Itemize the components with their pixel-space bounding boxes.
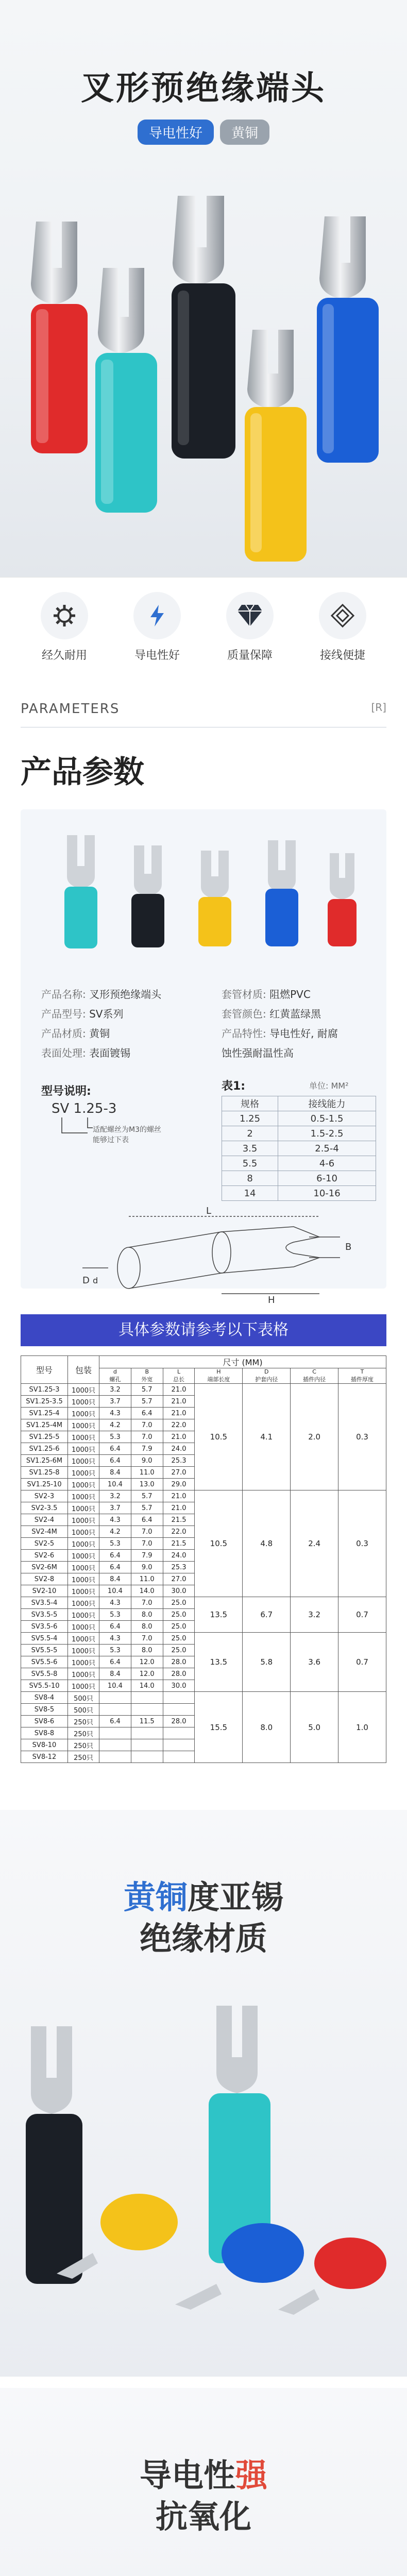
table-cell: 6.4 (99, 1656, 131, 1668)
table1-title: 表1: (222, 1080, 246, 1093)
yellow-terminal (245, 330, 307, 562)
table-cell: 8.0 (131, 1621, 163, 1633)
table-cell: 1000只 (68, 1514, 99, 1526)
table-header-row: 规格 接线能力 (222, 1096, 376, 1111)
table-cell: 7.0 (131, 1431, 163, 1443)
feature-durable (21, 592, 108, 663)
spec-row: 产品型号: SV系列 (41, 1008, 124, 1020)
table-cell: 2.0 (291, 1384, 338, 1490)
diamond-icon (226, 592, 274, 639)
table-cell: 13.0 (131, 1479, 163, 1490)
table-cell: SV1.25-8 (21, 1467, 68, 1479)
spec-row: 套管材质: 阻燃PVC (222, 988, 311, 1001)
table-cell: 7.0 (131, 1419, 163, 1431)
table-cell: SV8-10 (21, 1739, 68, 1751)
table-row: 8 6-10 (222, 1171, 376, 1186)
table-row: 1.25 0.5-1.5 (222, 1111, 376, 1126)
table-cell: 28.0 (163, 1668, 195, 1680)
subheader-cell: B 外宽 (131, 1368, 163, 1384)
table-cell: 21.0 (163, 1384, 195, 1396)
table-cell: 30.0 (163, 1585, 195, 1597)
model-note: 适配螺丝为M3的螺丝 能够过下表 (93, 1126, 161, 1144)
table-cell: 11.0 (131, 1467, 163, 1479)
table-cell (131, 1704, 163, 1716)
table-cell: 10.5 (195, 1490, 243, 1597)
durable-icon (41, 592, 88, 639)
red-terminal (31, 222, 88, 453)
table-cell: SV5.5-4 (21, 1633, 68, 1645)
feature-conductive (113, 592, 201, 663)
table-cell: 10.5 (195, 1384, 243, 1490)
spec-row: 产品名称: 叉形预绝缘端头 (41, 988, 162, 1001)
spec-row: 蚀性强耐温性高 (222, 1047, 294, 1059)
table-cell: 0.7 (338, 1597, 386, 1633)
table-cell: 5.7 (131, 1396, 163, 1408)
conductivity-section (0, 2388, 407, 2576)
parameters-section (0, 691, 407, 1799)
spec-row: 产品特性: 导电性好, 耐腐 (222, 1027, 338, 1040)
table-cell: SV2-6 (21, 1550, 68, 1562)
separator (0, 1799, 407, 1810)
table-cell: 1000只 (68, 1562, 99, 1573)
table-cell (99, 1704, 131, 1716)
table-cell: 29.0 (163, 1479, 195, 1490)
table-cell: 3.7 (99, 1502, 131, 1514)
table-cell: 6.4 (131, 1408, 163, 1419)
features-section (0, 577, 407, 691)
table-cell: 27.0 (163, 1573, 195, 1585)
table-cell: SV8-12 (21, 1751, 68, 1763)
table-cell (131, 1739, 163, 1751)
table-cell: 5.7 (131, 1490, 163, 1502)
table-cell: SV5.5-8 (21, 1668, 68, 1680)
table-cell: 5.8 (243, 1633, 291, 1692)
table-cell: 10.4 (99, 1585, 131, 1597)
spec-panel (21, 809, 386, 1304)
lightning-icon (133, 592, 181, 639)
table-cell: SV2-5 (21, 1538, 68, 1550)
table-cell: 4.3 (99, 1597, 131, 1609)
brass-section (0, 1810, 407, 2377)
table-cell (163, 1704, 195, 1716)
capacity-table (222, 1096, 376, 1201)
table-cell: 8.0 (131, 1645, 163, 1656)
table-cell: 5.3 (99, 1431, 131, 1443)
table-cell: 7.0 (131, 1597, 163, 1609)
table-cell: 25.0 (163, 1645, 195, 1656)
table-cell: SV2-3 (21, 1490, 68, 1502)
table-cell (131, 1727, 163, 1739)
table-cell: 14.0 (131, 1585, 163, 1597)
table-cell: 3.2 (99, 1490, 131, 1502)
table-cell: SV1.25-4M (21, 1419, 68, 1431)
table-cell: SV8-8 (21, 1727, 68, 1739)
table-cell: 11.5 (131, 1716, 163, 1727)
table-cell: 7.0 (131, 1538, 163, 1550)
table-cell: 4.3 (99, 1514, 131, 1526)
spec-row: 表面处理: 表面镀锡 (41, 1047, 131, 1059)
parameters-en-title: PARAMETERS (21, 701, 120, 717)
subheader-cell: d 螺孔 (99, 1368, 131, 1384)
table-cell: SV5.5-5 (21, 1645, 68, 1656)
table-cell: 11.0 (131, 1573, 163, 1585)
table-cell: 21.0 (163, 1396, 195, 1408)
brass-subheadline: 绝缘材质 (139, 1920, 267, 1957)
hero-terminals-photo (0, 0, 407, 577)
table-cell: 7.9 (131, 1443, 163, 1455)
table-cell: 21.0 (163, 1408, 195, 1419)
table-cell (131, 1751, 163, 1763)
table-cell: 21.5 (163, 1538, 195, 1550)
feature-quality (206, 592, 294, 663)
table-cell (163, 1751, 195, 1763)
table-cell: 1000只 (68, 1645, 99, 1656)
table-cell: 1000只 (68, 1526, 99, 1538)
table-cell: 22.0 (163, 1419, 195, 1431)
table-cell: 1000只 (68, 1431, 99, 1443)
table-cell: 1.0 (338, 1692, 386, 1763)
table-cell: 1000只 (68, 1550, 99, 1562)
table-cell: 5.7 (131, 1502, 163, 1514)
feature-conductive-label: 导电性好 (134, 649, 180, 662)
table-cell: 12.0 (131, 1656, 163, 1668)
table-cell: SV2-3.5 (21, 1502, 68, 1514)
table-cell: SV1.25-4 (21, 1408, 68, 1419)
table-cell: SV2-8 (21, 1573, 68, 1585)
table-cell: 1000只 (68, 1621, 99, 1633)
table1-unit: 单位: MM² (309, 1081, 349, 1091)
black-terminal (172, 196, 235, 459)
table-cell (163, 1727, 195, 1739)
table-cell: 1000只 (68, 1479, 99, 1490)
table-cell: 21.0 (163, 1490, 195, 1502)
table-row: 14 10-16 (222, 1186, 376, 1201)
feature-durable-label: 经久耐用 (41, 649, 87, 662)
table-cell: 3.2 (99, 1384, 131, 1396)
table-cell: 5.3 (99, 1609, 131, 1621)
table-cell (163, 1692, 195, 1704)
table-cell: 4.2 (99, 1419, 131, 1431)
table-cell: 10.4 (99, 1680, 131, 1692)
table-cell: 28.0 (163, 1716, 195, 1727)
table-cell: 1000只 (68, 1467, 99, 1479)
table-cell: 6.7 (243, 1597, 291, 1633)
table-cell: 13.5 (195, 1633, 243, 1692)
table-cell: 21.0 (163, 1431, 195, 1443)
table-cell: 5.0 (291, 1692, 338, 1763)
table-cell: 3.6 (291, 1633, 338, 1692)
table-cell: SV2-4 (21, 1514, 68, 1526)
table-cell: SV5.5-6 (21, 1656, 68, 1668)
subheader-cell: D 护套内径 (243, 1368, 291, 1384)
table-cell: 7.0 (131, 1526, 163, 1538)
table-cell: 24.0 (163, 1550, 195, 1562)
table-cell: 6.4 (99, 1443, 131, 1455)
table-cell: 1000只 (68, 1490, 99, 1502)
table-cell: 10.4 (99, 1479, 131, 1490)
brass-headline: 黄铜度亚锡 (123, 1878, 284, 1916)
spec-row: 套管颜色: 红黄蓝绿黑 (222, 1008, 321, 1020)
table-cell: 15.5 (195, 1692, 243, 1763)
spec-table-wrap (21, 1355, 386, 1763)
table-cell: SV2-4M (21, 1526, 68, 1538)
table-cell: 500只 (68, 1692, 99, 1704)
table-cell: 13.5 (195, 1597, 243, 1633)
table-row: 5.5 4-6 (222, 1156, 376, 1171)
table-cell: SV1.25-6 (21, 1443, 68, 1455)
table-cell: 1000只 (68, 1633, 99, 1645)
subheader-cell: H 端部长度 (195, 1368, 243, 1384)
feature-quality-label: 质量保障 (227, 649, 273, 662)
table-cell: 3.2 (291, 1597, 338, 1633)
table-header-row (21, 1356, 386, 1368)
spec-list-left (41, 985, 211, 1063)
table-cell: 30.0 (163, 1680, 195, 1692)
table-cell: 4.8 (243, 1490, 291, 1597)
label-D: D (82, 1275, 90, 1286)
connect-icon (319, 592, 366, 639)
blue-terminal (317, 216, 379, 463)
table-cell: 8.0 (243, 1692, 291, 1763)
table-cell: SV3.5-6 (21, 1621, 68, 1633)
table-cell: 1000只 (68, 1573, 99, 1585)
table-cell: 1000只 (68, 1609, 99, 1621)
table-cell: 1000只 (68, 1419, 99, 1431)
table-cell: 0.3 (338, 1384, 386, 1490)
table-cell: 6.4 (99, 1621, 131, 1633)
model-title: 型号说明: (41, 1085, 91, 1098)
table-cell (99, 1692, 131, 1704)
table-cell: 9.0 (131, 1562, 163, 1573)
table-cell: 28.0 (163, 1656, 195, 1668)
table-cell: 7.0 (131, 1633, 163, 1645)
separator (0, 2377, 407, 2388)
header-size: 尺寸 (MM) (99, 1356, 386, 1368)
table-banner: 具体参数请参考以下表格 (21, 1314, 386, 1346)
hero-title: 叉形预绝缘端头 (81, 70, 326, 108)
spec-table (21, 1355, 386, 1763)
table-cell: 250只 (68, 1751, 99, 1763)
subheader-cell: C 插件内径 (291, 1368, 338, 1384)
table-cell: SV2-6M (21, 1562, 68, 1573)
table-cell: 1000只 (68, 1668, 99, 1680)
conductivity-headline: 导电性强 (139, 2456, 268, 2494)
table-cell (99, 1751, 131, 1763)
table-cell: SV1.25-3.5 (21, 1396, 68, 1408)
table-cell: SV1.25-3 (21, 1384, 68, 1396)
brass-terminals-photo (0, 1810, 407, 2377)
label-H: H (268, 1295, 275, 1304)
material-badge: 黄铜 (220, 120, 269, 145)
table-cell: 25.0 (163, 1597, 195, 1609)
table-cell: 1000只 (68, 1443, 99, 1455)
table-cell: 8.4 (99, 1668, 131, 1680)
header-pack: 包装 (68, 1356, 99, 1384)
table-cell: SV1.25-5 (21, 1431, 68, 1443)
table-cell: 6.4 (99, 1550, 131, 1562)
table-cell: 3.7 (99, 1396, 131, 1408)
table-cell: 8.4 (99, 1573, 131, 1585)
conductivity-subheadline: 抗氧化 (155, 2498, 251, 2535)
table-cell: 14.0 (131, 1680, 163, 1692)
label-B: B (345, 1242, 352, 1252)
conductivity-badge: 导电性好 (138, 120, 214, 145)
spec-row: 产品材质: 黄铜 (41, 1027, 110, 1040)
table-cell: 1000只 (68, 1656, 99, 1668)
label-d: d (93, 1276, 98, 1285)
subheader-cell: T 插件厚度 (338, 1368, 386, 1384)
table-cell: 1000只 (68, 1502, 99, 1514)
header-model: 型号 (21, 1356, 68, 1384)
table-cell: SV3.5-4 (21, 1597, 68, 1609)
table-cell: 25.0 (163, 1633, 195, 1645)
table-row (21, 1490, 386, 1502)
table-cell: 5.3 (99, 1645, 131, 1656)
table-cell: 12.0 (131, 1668, 163, 1680)
hero-section (0, 0, 407, 577)
table-cell: 1000只 (68, 1680, 99, 1692)
table-cell: 4.1 (243, 1384, 291, 1490)
table-cell (99, 1739, 131, 1751)
table-cell: 4.2 (99, 1526, 131, 1538)
table-cell: 500只 (68, 1704, 99, 1716)
model-code: SV 1.25-3 (52, 1101, 117, 1116)
table-cell: 5.3 (99, 1538, 131, 1550)
table-cell: 6.4 (131, 1514, 163, 1526)
table-cell: 1000只 (68, 1597, 99, 1609)
table-cell: 6.4 (99, 1455, 131, 1467)
parameters-cn-title: 产品参数 (21, 754, 144, 790)
table-row (21, 1692, 386, 1704)
table-cell: 9.0 (131, 1455, 163, 1467)
table-cell: 8.4 (99, 1467, 131, 1479)
table-cell: SV3.5-5 (21, 1609, 68, 1621)
table-cell: 1000只 (68, 1384, 99, 1396)
table-cell: SV1.25-10 (21, 1479, 68, 1490)
label-L: L (206, 1206, 212, 1216)
table-row: 2 1.5-2.5 (222, 1126, 376, 1141)
table-cell: 5.7 (131, 1384, 163, 1396)
feature-wiring (299, 592, 386, 663)
table-cell: 0.3 (338, 1490, 386, 1597)
table-cell: SV2-10 (21, 1585, 68, 1597)
table-cell: 6.4 (99, 1562, 131, 1573)
table-cell (163, 1739, 195, 1751)
table-cell: SV5.5-10 (21, 1680, 68, 1692)
table-cell: 4.3 (99, 1633, 131, 1645)
table-cell: 1000只 (68, 1408, 99, 1419)
table-row: 3.5 2.5-4 (222, 1141, 376, 1156)
table-row (21, 1384, 386, 1396)
parameters-mark: [R] (371, 701, 386, 714)
table-cell: 6.4 (99, 1716, 131, 1727)
table-cell (131, 1692, 163, 1704)
table-cell: 25.0 (163, 1621, 195, 1633)
table-cell: 25.3 (163, 1455, 195, 1467)
table-cell: 250只 (68, 1739, 99, 1751)
table-cell: 25.3 (163, 1562, 195, 1573)
table-cell: 2.4 (291, 1490, 338, 1597)
table-cell: 25.0 (163, 1609, 195, 1621)
table-cell: 22.0 (163, 1526, 195, 1538)
table-cell: 0.7 (338, 1633, 386, 1692)
table-cell: 21.0 (163, 1502, 195, 1514)
table-row (21, 1597, 386, 1609)
table-row (21, 1633, 386, 1645)
table-cell: 1000只 (68, 1396, 99, 1408)
table-cell: SV8-4 (21, 1692, 68, 1704)
table-cell: SV8-6 (21, 1716, 68, 1727)
table-cell: 250只 (68, 1727, 99, 1739)
table-cell: 27.0 (163, 1467, 195, 1479)
table-cell: SV8-5 (21, 1704, 68, 1716)
table-cell: 1000只 (68, 1585, 99, 1597)
subheader-cell: L 总长 (163, 1368, 195, 1384)
table-cell: 24.0 (163, 1443, 195, 1455)
conductivity-terminals-photo (0, 2388, 407, 2576)
table-cell: 4.3 (99, 1408, 131, 1419)
table-cell: SV1.25-6M (21, 1455, 68, 1467)
dimension-diagram (52, 1206, 361, 1304)
table-cell: 250只 (68, 1716, 99, 1727)
table-cell: 7.9 (131, 1550, 163, 1562)
spec-list-right (222, 985, 376, 1063)
table-cell: 1000只 (68, 1455, 99, 1467)
table-cell (99, 1727, 131, 1739)
table-cell: 8.0 (131, 1609, 163, 1621)
teal-terminal (95, 268, 157, 513)
feature-wiring-label: 接线便捷 (319, 649, 365, 662)
spec-terminals-photo (41, 825, 366, 954)
table-cell: 1000只 (68, 1538, 99, 1550)
table-cell: 21.5 (163, 1514, 195, 1526)
